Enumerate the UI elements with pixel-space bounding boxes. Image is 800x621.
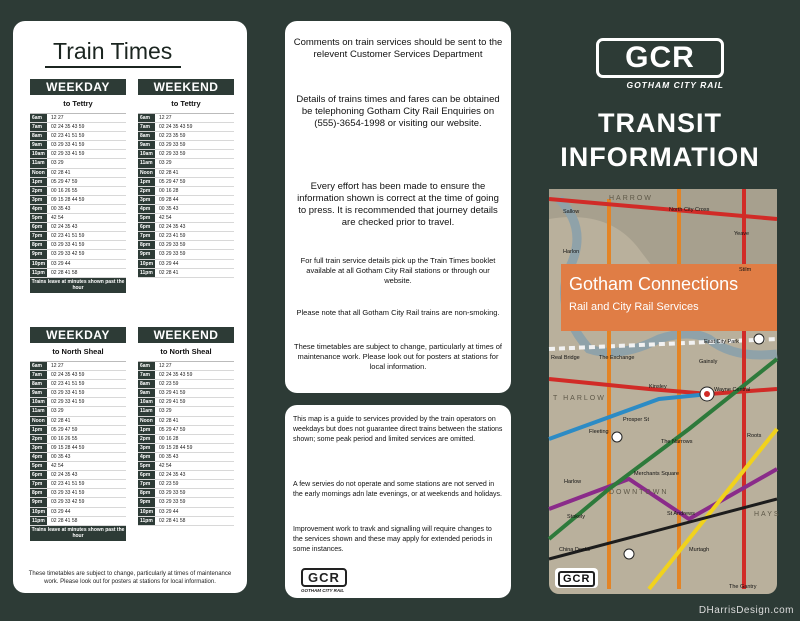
minutes-value: 02 29 41 59 (159, 399, 186, 406)
minutes-value: 02 28 41 (159, 169, 179, 176)
hour-label: 10am (138, 398, 155, 406)
time-row (30, 269, 126, 278)
map-subtitle: Rail and City Rail Services (569, 301, 699, 313)
minutes-value: 02 24 35 43 (51, 472, 78, 479)
time-row (138, 362, 234, 371)
minutes-value: 03 29 33 41 59 (51, 242, 85, 249)
time-row (30, 159, 126, 168)
time-row (138, 260, 234, 269)
minutes-value: 00 16 26 55 (51, 435, 78, 442)
minutes-value: 00 16 26 55 (51, 187, 78, 194)
time-row (30, 517, 126, 526)
hour-label: 5pm (138, 462, 155, 470)
hour-label: 10am (138, 150, 155, 158)
time-row (30, 380, 126, 389)
rail-map (549, 189, 781, 594)
station-label: Harlon (563, 249, 580, 255)
hour-label: 5pm (30, 462, 47, 470)
hour-label: 11am (138, 159, 155, 167)
hour-label: 3pm (138, 444, 155, 452)
hour-label: Noon (30, 169, 47, 177)
info-non-smoking: Please note that all Gotham City Rail trains are non-smoking. (296, 308, 500, 317)
time-row (30, 150, 126, 159)
time-row (30, 196, 126, 205)
hour-label: 5pm (138, 214, 155, 222)
hour-label: 8am (30, 132, 47, 140)
time-row (138, 269, 234, 278)
hour-label: 7am (30, 123, 47, 131)
minutes-value: 00 35 43 (51, 453, 71, 460)
station-marker (754, 334, 764, 344)
watermark: DHarrisDesign.com (698, 605, 794, 616)
hour-label: 3pm (30, 444, 47, 452)
time-row (30, 435, 126, 444)
time-row (138, 407, 234, 416)
station-label: Wayne Central (714, 387, 751, 393)
time-row (138, 498, 234, 507)
time-row (138, 380, 234, 389)
timetable-note: These timetables are subject to change, particularly at times of maintenance work. Please look out for posters at stations for local information. (28, 571, 232, 585)
area-label: T HARLOW (553, 395, 606, 402)
hour-label: 6am (138, 114, 155, 122)
minutes-value: 03 29 44 (51, 260, 71, 267)
hour-label: 7pm (30, 480, 47, 488)
weekday-to-tettry (30, 79, 126, 293)
minutes-value: 00 16 28 (159, 435, 179, 442)
section-header: WEEKDAY (30, 79, 126, 95)
station-label: The Exchange (599, 355, 635, 361)
time-row (138, 205, 234, 214)
section-destination: to North Sheal (52, 347, 104, 356)
minutes-value: 02 28 41 (51, 169, 71, 176)
map-line-yellow (649, 429, 777, 589)
minutes-value: 02 23 41 59 (159, 233, 186, 240)
time-row (30, 123, 126, 132)
time-row (30, 489, 126, 498)
time-row (138, 426, 234, 435)
minutes-value: 02 24 35 43 59 (51, 124, 85, 131)
minutes-value: 02 29 33 59 (159, 151, 186, 158)
hour-label: 6pm (138, 471, 155, 479)
time-row (138, 141, 234, 150)
minutes-value: 02 24 35 43 59 (159, 372, 193, 379)
minutes-value: 02 24 35 43 59 (159, 124, 193, 131)
gcr-small-logo (301, 568, 347, 593)
hour-label: 4pm (30, 205, 47, 213)
time-row (30, 444, 126, 453)
time-row (138, 123, 234, 132)
map-gcr-logo-mark: GCR (558, 571, 595, 587)
hour-label: 1pm (30, 426, 47, 434)
station-label: Sallow (563, 209, 580, 215)
time-row (30, 471, 126, 480)
timetable-title: Train Times (53, 38, 173, 64)
hour-label: 2pm (30, 187, 47, 195)
gcr-logo-mark: GCR (596, 38, 724, 78)
minutes-value: 02 29 33 41 59 (51, 399, 85, 406)
time-row (30, 498, 126, 507)
station-label: Yeave (734, 231, 750, 237)
minutes-value: 05 29 47 59 (159, 178, 186, 185)
station-label: Gainsly (699, 359, 718, 365)
minutes-value: 02 24 35 43 (159, 224, 186, 231)
hour-label: 7am (30, 371, 47, 379)
minutes-value: 02 23 41 51 59 (51, 233, 85, 240)
minutes-value: 03 29 41 59 (159, 390, 186, 397)
hour-label: 6pm (30, 223, 47, 231)
station-label: Prosper St (623, 417, 649, 423)
time-row (30, 417, 126, 426)
minutes-value: 42 54 (51, 463, 64, 470)
hour-label: 7pm (138, 232, 155, 240)
time-row (30, 480, 126, 489)
section-destination: to Tettry (63, 99, 93, 108)
hour-label: 9pm (30, 498, 47, 506)
minutes-value: 02 28 41 (51, 417, 71, 424)
time-row (138, 214, 234, 223)
minutes-value: 05 29 47 59 (51, 426, 78, 433)
hour-label: Noon (138, 169, 155, 177)
hour-label: 9am (138, 141, 155, 149)
hour-label: 4pm (138, 453, 155, 461)
section-footer: Trains leave at minutes shown past the hour (31, 278, 125, 291)
time-row (30, 205, 126, 214)
minutes-value: 00 35 43 (159, 453, 179, 460)
minutes-value: 12 27 (159, 363, 172, 369)
time-row (138, 517, 234, 526)
title-underline (45, 66, 181, 68)
time-row (138, 187, 234, 196)
hour-label: 10am (30, 398, 47, 406)
minutes-value: 03 29 33 59 (159, 490, 186, 497)
info-booklet: For full train service details pick up the Train Times booklet available at all Gotham City Rail stations or through our website. (300, 256, 496, 285)
info-services: A few servies do not operate and some stations are not served in the early mornings adn late evenings, or at weekends and holidays. (293, 481, 502, 498)
minutes-value: 03 29 44 (159, 508, 179, 515)
station-label: Harlow (564, 479, 582, 485)
minutes-value: 03 29 (51, 408, 64, 415)
area-label: HAYS (754, 511, 781, 518)
info-comments: Comments on train services should be sent to the relevent Customer Services Department (293, 37, 503, 60)
hour-label: 8am (138, 380, 155, 388)
minutes-value: 00 16 28 (159, 187, 179, 194)
section-header: WEEKEND (138, 327, 234, 343)
time-row (30, 232, 126, 241)
hour-label: 2pm (138, 187, 155, 195)
hour-label: 3pm (138, 196, 155, 204)
time-row (138, 444, 234, 453)
hour-label: 10pm (32, 260, 46, 267)
hour-label: 9pm (30, 250, 47, 258)
hour-label: 10am (30, 150, 47, 158)
station-label: Stilm (739, 267, 752, 273)
station-wayne-central-dot (704, 391, 710, 397)
station-label: North City Cross (669, 207, 710, 213)
heading-information: INFORMATION (560, 142, 760, 172)
minutes-value: 42 54 (51, 215, 64, 222)
minutes-value: 03 29 (51, 160, 64, 167)
minutes-value: 09 15 28 44 59 (51, 196, 85, 203)
timetable-panel (13, 21, 247, 593)
gcr-logo-text: GOTHAM CITY RAIL (626, 80, 724, 90)
hour-label: 11am (138, 407, 155, 415)
time-row (30, 141, 126, 150)
time-row (138, 241, 234, 250)
minutes-value: 02 28 41 (159, 417, 179, 424)
time-row (138, 250, 234, 259)
minutes-value: 02 24 35 43 (159, 472, 186, 479)
time-row (30, 169, 126, 178)
minutes-value: 12 27 (159, 115, 172, 121)
time-row (30, 223, 126, 232)
transit-heading (550, 106, 770, 174)
time-row (138, 462, 234, 471)
minutes-value: 42 54 (159, 215, 172, 222)
info-details: Details of trains times and fares can be obtained be telephoning Gotham City Rail Enquiries on (555)-3654-1998 or visiting our website. (296, 94, 500, 129)
time-row (138, 223, 234, 232)
section-header: WEEKEND (138, 79, 234, 95)
hour-label: 8am (138, 132, 155, 140)
time-rows (138, 113, 234, 278)
info-improvement: Improvement work to travk and signalling will require changes to the services shown and these may apply for extended periods in some instances. (293, 526, 493, 553)
minutes-value: 03 29 33 42 59 (51, 499, 85, 506)
station-label: China Docks (559, 547, 591, 553)
time-row (138, 480, 234, 489)
hour-label: 8pm (30, 489, 47, 497)
weekend-to-tettry (138, 79, 234, 278)
hour-label: 1pm (30, 178, 47, 186)
time-row (30, 260, 126, 269)
time-row (138, 196, 234, 205)
time-row (30, 389, 126, 398)
time-row (138, 232, 234, 241)
hour-label: 4pm (30, 453, 47, 461)
minutes-value: 09 28 44 (159, 196, 179, 203)
hour-label: Noon (30, 417, 47, 425)
time-row (30, 362, 126, 371)
time-row (30, 462, 126, 471)
minutes-value: 02 23 41 51 59 (51, 381, 85, 388)
station-label: The Gantry (729, 584, 757, 590)
time-row (30, 132, 126, 141)
time-row (138, 489, 234, 498)
time-row (138, 178, 234, 187)
time-row (138, 114, 234, 123)
hour-label: 1pm (138, 426, 155, 434)
hour-label: Noon (138, 417, 155, 425)
hour-label: 6am (30, 114, 47, 122)
minutes-value: 05 29 47 59 (159, 426, 186, 433)
time-row (138, 389, 234, 398)
time-row (138, 159, 234, 168)
area-label: DOWNTOWN (609, 489, 669, 496)
station-label: Kinsley (649, 384, 667, 390)
hour-label: 8pm (138, 241, 155, 249)
minutes-value: 02 23 59 (159, 381, 179, 388)
station-label: Merchants Square (634, 471, 679, 477)
time-row (30, 214, 126, 223)
hour-label: 9am (30, 389, 47, 397)
hour-label: 10pm (140, 508, 154, 515)
station-label: Fleeting (589, 429, 609, 435)
time-row (30, 453, 126, 462)
hour-label: 7pm (30, 232, 47, 240)
hour-label: 6pm (30, 471, 47, 479)
minutes-value: 03 29 33 59 (159, 142, 186, 149)
info-panel-top (285, 21, 511, 393)
minutes-value: 00 35 43 (51, 205, 71, 212)
time-row (138, 169, 234, 178)
minutes-value: 02 28 41 58 (51, 517, 78, 524)
station-label: St Andrews (667, 511, 695, 517)
time-row (138, 132, 234, 141)
hour-label: 4pm (138, 205, 155, 213)
minutes-value: 02 24 35 43 59 (51, 372, 85, 379)
minutes-value: 00 35 43 (159, 205, 179, 212)
time-row (30, 250, 126, 259)
hour-label: 8pm (30, 241, 47, 249)
minutes-value: 03 29 33 59 (159, 242, 186, 249)
map-gcr-logo (555, 568, 598, 588)
minutes-value: 05 29 47 59 (51, 178, 78, 185)
station-label: East City Park (704, 339, 739, 345)
hour-label: 11am (30, 159, 47, 167)
minutes-value: 03 29 44 (159, 260, 179, 267)
minutes-value: 02 23 41 51 59 (51, 481, 85, 488)
minutes-value: 03 29 33 41 59 (51, 142, 85, 149)
time-row (138, 471, 234, 480)
station-marker (612, 432, 622, 442)
time-row (138, 453, 234, 462)
info-accuracy: Every effort has been made to ensure the information shown is correct at the time of going to press. It is recommended that journey details are checked prior to travel. (297, 181, 499, 228)
hour-label: 6am (30, 362, 47, 370)
section-destination: to Tettry (171, 99, 201, 108)
time-row (30, 426, 126, 435)
time-rows (30, 361, 126, 526)
hour-label: 7am (138, 371, 155, 379)
minutes-value: 03 29 (159, 408, 172, 415)
minutes-value: 03 29 33 59 (159, 251, 186, 258)
time-row (138, 371, 234, 380)
time-row (138, 150, 234, 159)
hour-label: 9am (30, 141, 47, 149)
minutes-value: 02 23 59 (159, 481, 179, 488)
hour-label: 9pm (138, 250, 155, 258)
hour-label: 7pm (138, 480, 155, 488)
time-row (30, 187, 126, 196)
area-label: HARROW (609, 195, 653, 202)
map-title-banner (561, 264, 777, 331)
gcr-small-logo-text: GOTHAM CITY RAIL (301, 588, 345, 593)
info-subject-to-change: These timetables are subject to change, particularly at times of maintenance work. Please look out for posters at stations for local information. (293, 342, 503, 371)
station-label: The Narrows (661, 439, 693, 445)
section-destination: to North Sheal (160, 347, 212, 356)
minutes-value: 12 27 (51, 115, 64, 121)
minutes-value: 12 27 (51, 363, 64, 369)
info-map-guide: This map is a guide to services provided by the train operators on weekdays but does not guarantee direct trains between the stations shown; some peak period and limited services are omitted. (293, 416, 503, 443)
weekend-to-north-sheal (138, 327, 234, 526)
minutes-value: 09 15 28 44 59 (51, 444, 85, 451)
hour-label: 10pm (32, 508, 46, 515)
hour-label: 2pm (30, 435, 47, 443)
section-header: WEEKDAY (30, 327, 126, 343)
hour-label: 7am (138, 123, 155, 131)
time-row (30, 398, 126, 407)
minutes-value: 03 29 33 41 59 (51, 490, 85, 497)
weekday-to-north-sheal (30, 327, 126, 541)
station-label: Murtagh (689, 547, 710, 553)
station-label: Real Bridge (551, 355, 580, 361)
minutes-value: 03 29 (159, 160, 172, 167)
time-row (30, 407, 126, 416)
time-row (138, 508, 234, 517)
hour-label: 2pm (138, 435, 155, 443)
time-rows (30, 113, 126, 278)
station-marker (624, 549, 634, 559)
minutes-value: 03 29 33 42 59 (51, 251, 85, 258)
hour-label: 9pm (138, 498, 155, 506)
minutes-value: 03 29 33 59 (159, 499, 186, 506)
minutes-value: 42 54 (159, 463, 172, 470)
time-row (30, 114, 126, 123)
hour-label: 8am (30, 380, 47, 388)
hour-label: 11pm (30, 517, 47, 525)
minutes-value: 02 23 41 51 59 (51, 133, 85, 140)
time-row (138, 435, 234, 444)
time-row (30, 178, 126, 187)
hour-label: 11pm (138, 269, 155, 277)
hour-label: 11pm (30, 269, 47, 277)
hour-label: 9am (138, 389, 155, 397)
gcr-small-logo-mark: GCR (301, 568, 347, 587)
hour-label: 5pm (30, 214, 47, 222)
station-label: Roots (747, 433, 762, 439)
minutes-value: 02 23 35 59 (159, 133, 186, 140)
minutes-value: 02 28 41 (159, 269, 179, 276)
time-rows (138, 361, 234, 526)
time-row (138, 417, 234, 426)
time-row (30, 508, 126, 517)
minutes-value: 03 29 44 (51, 508, 71, 515)
minutes-value: 02 28 41 58 (159, 517, 186, 524)
hour-label: 6am (138, 362, 155, 370)
minutes-value: 02 24 35 43 (51, 224, 78, 231)
hour-label: 11am (30, 407, 47, 415)
time-row (30, 241, 126, 250)
hour-label: 6pm (138, 223, 155, 231)
map-title: Gotham Connections (569, 274, 739, 294)
minutes-value: 09 15 28 44 59 (159, 444, 193, 451)
time-row (30, 371, 126, 380)
minutes-value: 02 29 33 41 59 (51, 151, 85, 158)
hour-label: 10pm (140, 260, 154, 267)
section-footer: Trains leave at minutes shown past the hour (31, 526, 125, 539)
hour-label: 11pm (138, 517, 155, 525)
minutes-value: 03 29 33 41 59 (51, 390, 85, 397)
heading-transit: TRANSIT (598, 108, 722, 138)
station-label: Stokely (567, 514, 586, 520)
minutes-value: 02 28 41 58 (51, 269, 78, 276)
hour-label: 3pm (30, 196, 47, 204)
time-row (138, 398, 234, 407)
hour-label: 8pm (138, 489, 155, 497)
brand-logo (596, 38, 724, 90)
hour-label: 1pm (138, 178, 155, 186)
